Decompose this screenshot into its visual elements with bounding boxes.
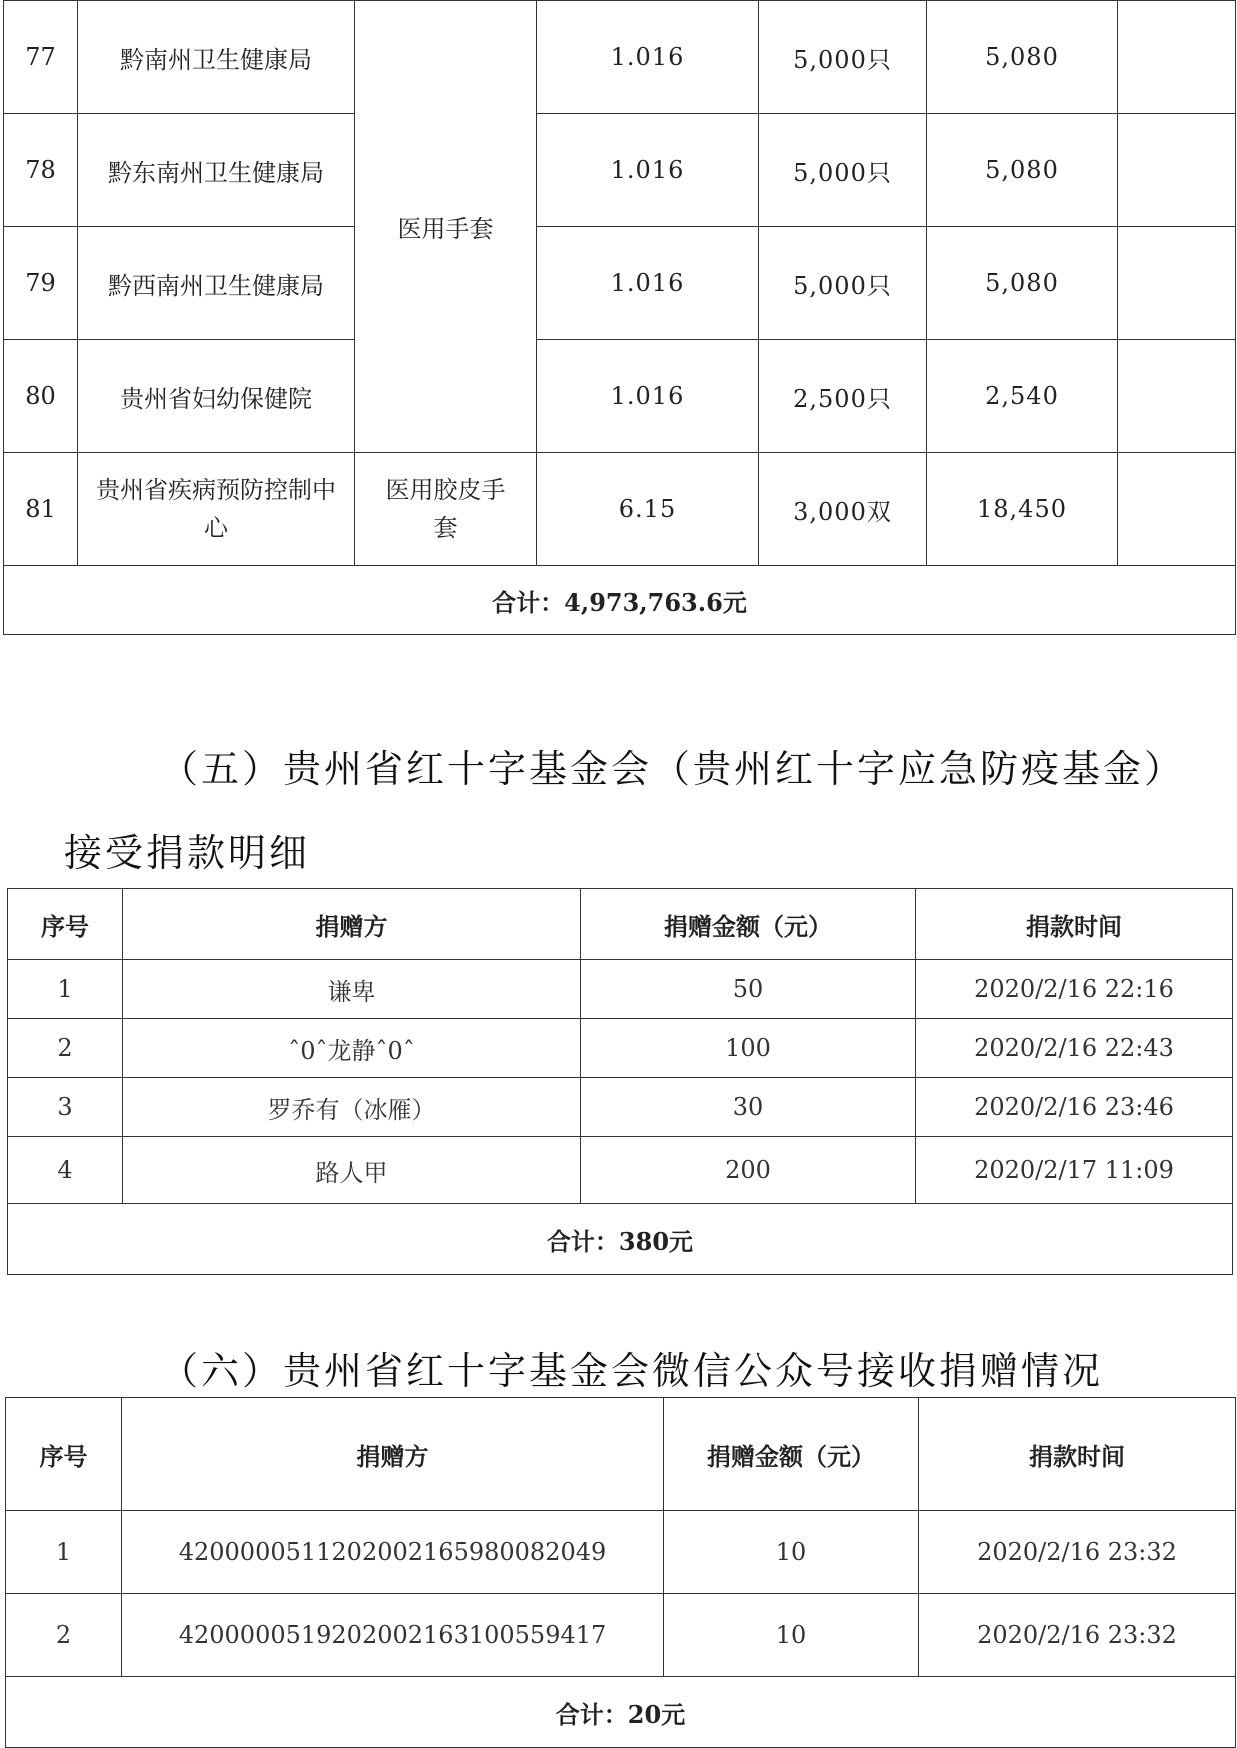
donor-cell: 4200000519202002163100559417 <box>122 1594 664 1677</box>
table-row <box>4 453 1236 566</box>
table-header-row <box>6 1398 1236 1511</box>
note-cell <box>1118 453 1236 566</box>
time-cell: 2020/2/16 22:43 <box>916 1019 1233 1078</box>
donation-details-table <box>7 888 1233 1275</box>
table-row <box>4 340 1236 453</box>
row-number: 2 <box>8 1019 123 1078</box>
total-cell: 合计：4,973,763.6元 <box>4 566 1236 635</box>
time-cell: 2020/2/16 23:46 <box>916 1078 1233 1137</box>
row-number: 1 <box>8 960 123 1019</box>
header-time: 捐款时间 <box>916 889 1233 960</box>
table-row <box>4 227 1236 340</box>
quantity-cell: 5,000只 <box>759 227 927 340</box>
header-amount: 捐赠金额（元） <box>581 889 916 960</box>
total-row <box>8 1204 1233 1275</box>
header-donor: 捐赠方 <box>122 1398 664 1511</box>
table-row <box>8 960 1233 1019</box>
quantity-cell: 5,000只 <box>759 1 927 114</box>
row-number: 78 <box>4 114 78 227</box>
amount-cell: 50 <box>581 960 916 1019</box>
amount-cell: 18,450 <box>927 453 1118 566</box>
wechat-donations-table <box>5 1397 1236 1748</box>
amount-cell: 5,080 <box>927 114 1118 227</box>
amount-cell: 2,540 <box>927 340 1118 453</box>
table-row <box>8 1137 1233 1204</box>
row-number: 3 <box>8 1078 123 1137</box>
note-cell <box>1118 114 1236 227</box>
item-cell: 医用手套 <box>355 1 537 453</box>
time-cell: 2020/2/16 23:32 <box>919 1594 1236 1677</box>
header-no: 序号 <box>8 889 123 960</box>
quantity-cell: 2,500只 <box>759 340 927 453</box>
donor-cell: 4200000511202002165980082049 <box>122 1511 664 1594</box>
item-cell: 医用胶皮手套 <box>355 453 537 566</box>
gloves-distribution-table <box>3 0 1236 635</box>
amount-cell: 30 <box>581 1078 916 1137</box>
total-cell: 合计：20元 <box>6 1677 1236 1748</box>
total-row <box>6 1677 1236 1748</box>
amount-cell: 200 <box>581 1137 916 1204</box>
amount-cell: 5,080 <box>927 1 1118 114</box>
total-cell: 合计：380元 <box>8 1204 1233 1275</box>
unit-price-cell: 1.016 <box>537 227 759 340</box>
section-five-title: （五）贵州省红十字基金会（贵州红十字应急防疫基金） <box>160 747 1186 791</box>
donor-cell: 罗乔有（冰雁） <box>123 1078 581 1137</box>
unit-price-cell: 1.016 <box>537 114 759 227</box>
quantity-cell: 5,000只 <box>759 114 927 227</box>
table-row <box>4 114 1236 227</box>
row-number: 1 <box>6 1511 122 1594</box>
recipient-cell: 黔东南州卫生健康局 <box>78 114 355 227</box>
total-row <box>4 566 1236 635</box>
header-no: 序号 <box>6 1398 122 1511</box>
row-number: 80 <box>4 340 78 453</box>
quantity-cell: 3,000双 <box>759 453 927 566</box>
amount-cell: 100 <box>581 1019 916 1078</box>
recipient-cell: 贵州省疾病预防控制中心 <box>78 453 355 566</box>
row-number: 81 <box>4 453 78 566</box>
row-number: 4 <box>8 1137 123 1204</box>
donor-cell: 路人甲 <box>123 1137 581 1204</box>
donor-cell: 谦卑 <box>123 960 581 1019</box>
note-cell <box>1118 227 1236 340</box>
table-row <box>8 1078 1233 1137</box>
header-amount: 捐赠金额（元） <box>664 1398 919 1511</box>
amount-cell: 10 <box>664 1511 919 1594</box>
table-row <box>6 1594 1236 1677</box>
amount-cell: 5,080 <box>927 227 1118 340</box>
recipient-cell: 黔西南州卫生健康局 <box>78 227 355 340</box>
time-cell: 2020/2/16 22:16 <box>916 960 1233 1019</box>
time-cell: 2020/2/17 11:09 <box>916 1137 1233 1204</box>
row-number: 77 <box>4 1 78 114</box>
header-time: 捐款时间 <box>919 1398 1236 1511</box>
table-header-row <box>8 889 1233 960</box>
table-row <box>4 1 1236 114</box>
row-number: 2 <box>6 1594 122 1677</box>
table-row <box>6 1511 1236 1594</box>
recipient-cell: 黔南州卫生健康局 <box>78 1 355 114</box>
row-number: 79 <box>4 227 78 340</box>
note-cell <box>1118 340 1236 453</box>
note-cell <box>1118 1 1236 114</box>
section-five-subtitle: 接受捐款明细 <box>64 831 311 875</box>
unit-price-cell: 1.016 <box>537 340 759 453</box>
header-donor: 捐赠方 <box>123 889 581 960</box>
amount-cell: 10 <box>664 1594 919 1677</box>
recipient-cell: 贵州省妇幼保健院 <box>78 340 355 453</box>
donor-cell: ˆ0ˆ龙静ˆ0ˆ <box>123 1019 581 1078</box>
section-six-title: （六）贵州省红十字基金会微信公众号接收捐赠情况 <box>160 1349 1104 1393</box>
time-cell: 2020/2/16 23:32 <box>919 1511 1236 1594</box>
unit-price-cell: 1.016 <box>537 1 759 114</box>
table-row <box>8 1019 1233 1078</box>
unit-price-cell: 6.15 <box>537 453 759 566</box>
